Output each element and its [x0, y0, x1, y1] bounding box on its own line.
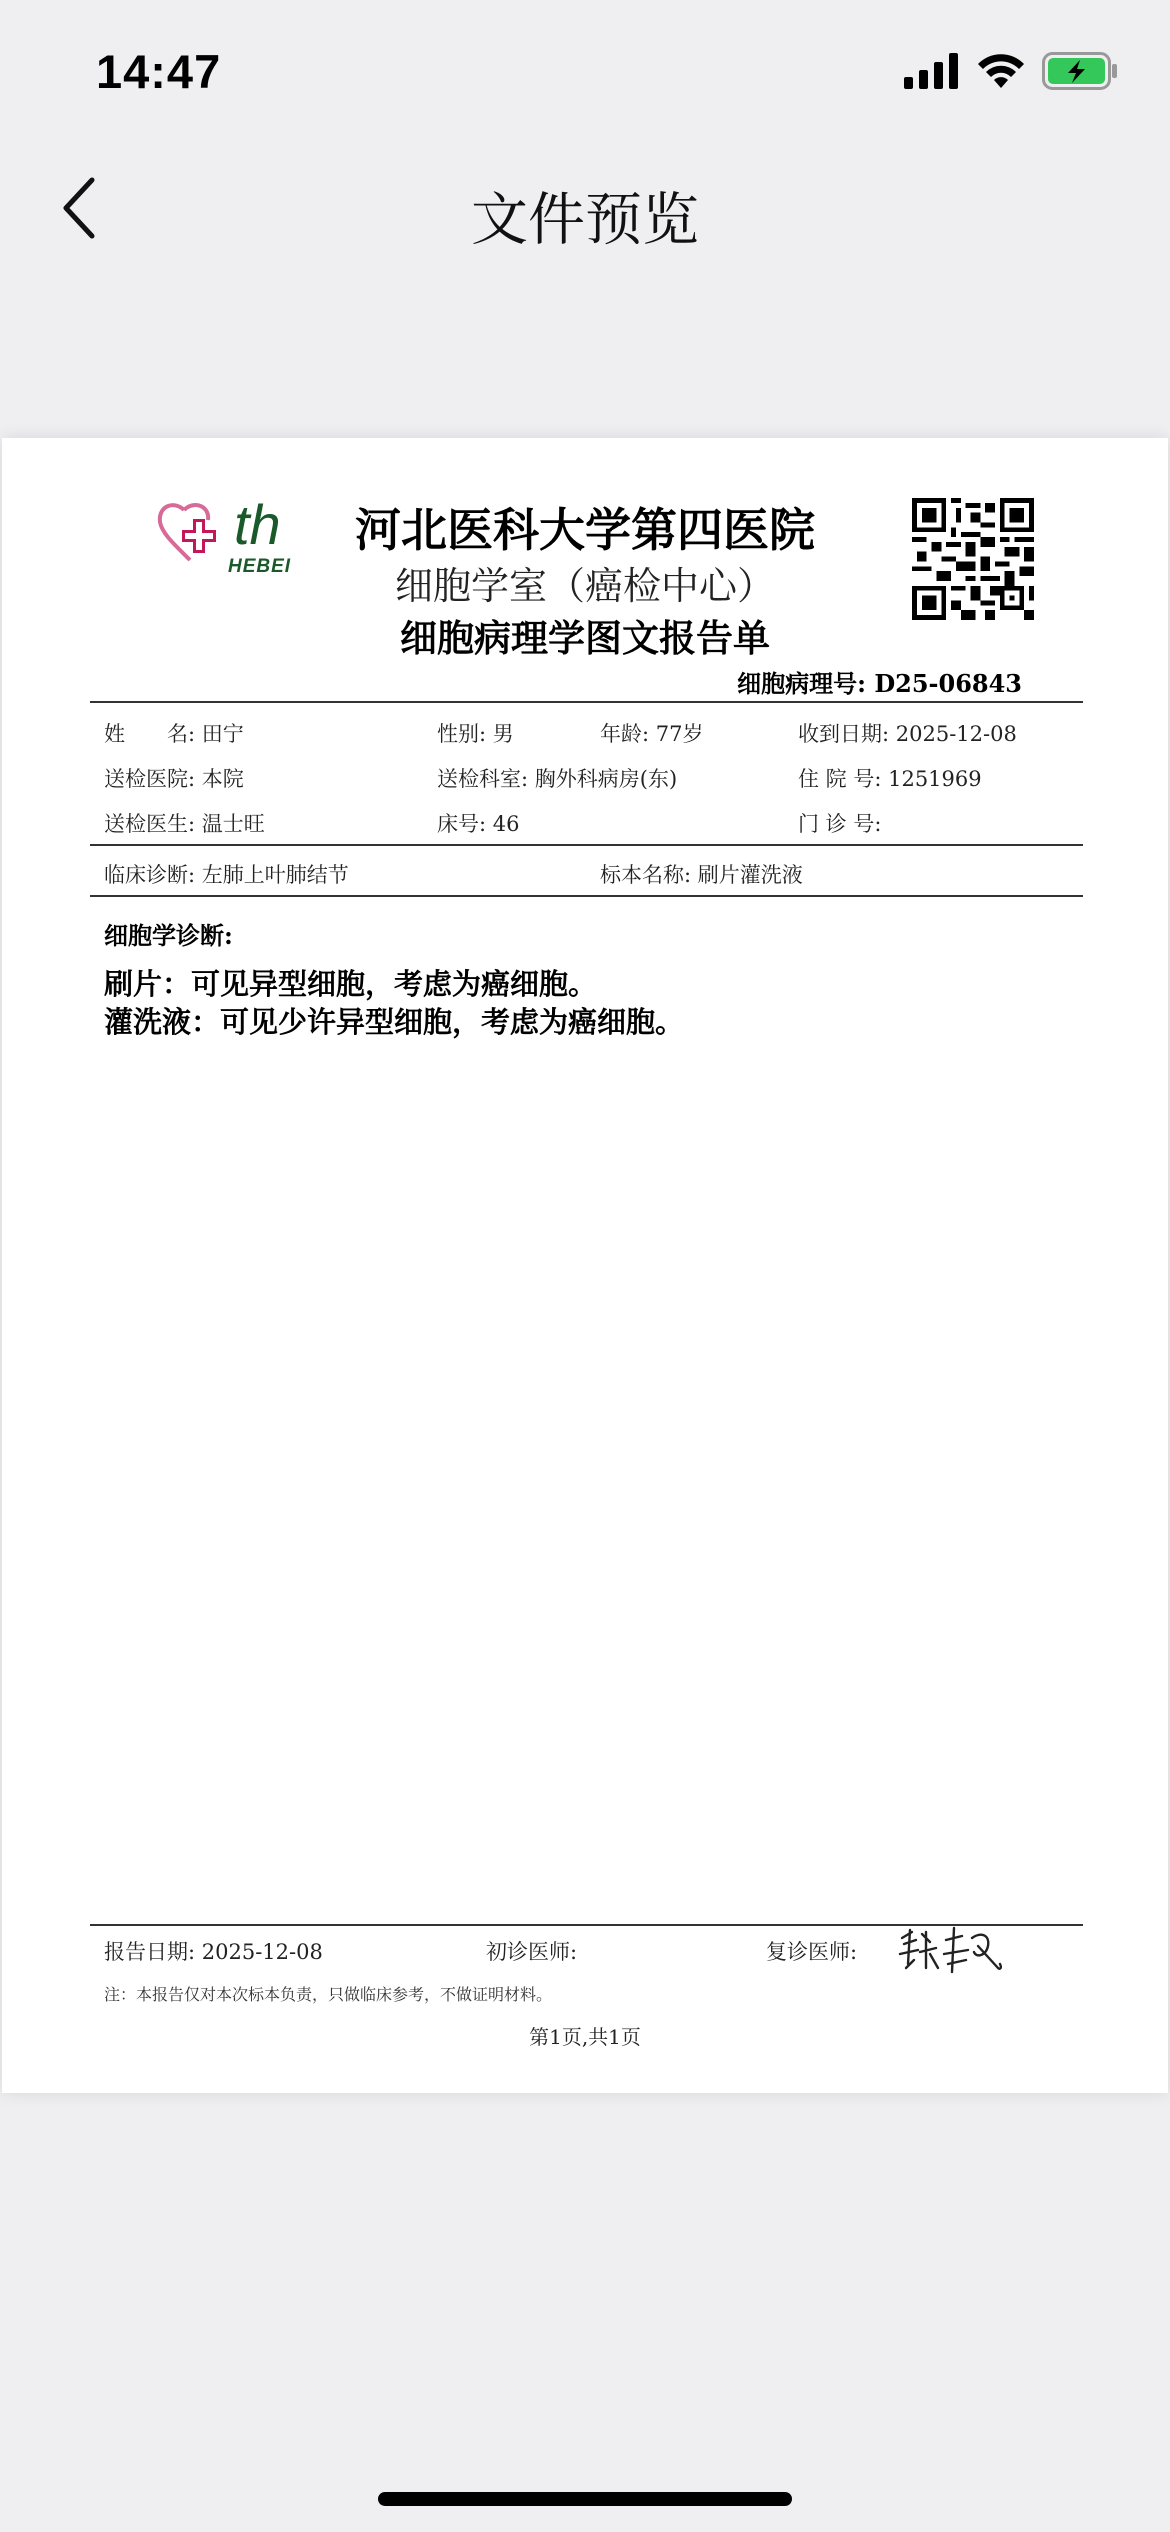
field-age: 年龄: 77岁 [600, 722, 704, 746]
report-date: 报告日期: 2025-12-08 [104, 1940, 323, 1964]
logo-text-hebei: HEBEI [228, 556, 292, 577]
hospital-name: 河北医科大学第四医院 [355, 503, 815, 557]
status-time: 14:47 [96, 45, 222, 98]
field-sending-doctor: 送检医生: 温士旺 [104, 812, 265, 836]
field-sending-hospital: 送检医院: 本院 [104, 767, 244, 791]
page-number: 第1页,共1页 [529, 2025, 641, 2049]
report-note: 注：本报告仅对本次标本负责，只做临床参考，不做证明材料。 [104, 1985, 553, 2004]
wifi-icon [976, 52, 1026, 90]
field-specimen-name: 标本名称: 刷片灌洗液 [600, 863, 803, 887]
logo-text-th: th [234, 493, 281, 556]
review-doctor: 复诊医师: [766, 1940, 858, 1964]
cellular-signal-icon [904, 53, 960, 89]
field-gender: 性别: 男 [437, 722, 514, 746]
battery-charging-icon [1042, 52, 1118, 90]
divider-top [90, 701, 1083, 703]
nav-bar [0, 150, 1170, 266]
field-name: 姓 名: 田宁 [104, 722, 244, 746]
signature-image [896, 1924, 1006, 1980]
home-indicator[interactable] [378, 2492, 792, 2506]
document-preview[interactable] [2, 438, 1168, 2093]
diagnosis-line: 刷片：可见异型细胞，考虑为癌细胞。 [104, 967, 598, 1001]
divider-middle [90, 844, 1083, 846]
field-received-date: 收到日期: 2025-12-08 [798, 722, 1017, 746]
diagnosis-heading: 细胞学诊断: [104, 921, 233, 950]
field-outpatient-number: 门 诊 号: [798, 812, 882, 836]
page-title: 文件预览 [471, 187, 699, 253]
department-name: 细胞学室（癌检中心） [394, 564, 775, 608]
initial-doctor: 初诊医师: [486, 1940, 578, 1964]
field-clinical-diagnosis: 临床诊断: 左肺上叶肺结节 [104, 863, 349, 887]
qr-code-icon [912, 498, 1034, 620]
status-bar [0, 0, 1170, 150]
status-icons [904, 52, 1118, 90]
divider-bottom [90, 895, 1083, 897]
field-sending-department: 送检科室: 胸外科病房(东) [437, 767, 678, 791]
report-title: 细胞病理学图文报告单 [400, 616, 770, 660]
field-inpatient-number: 住 院 号: 1251969 [798, 767, 982, 791]
field-bed-number: 床号: 46 [437, 812, 520, 836]
pathology-number: 细胞病理号: D25-06843 [737, 669, 1022, 698]
diagnosis-line: 灌洗液：可见少许异型细胞，考虑为癌细胞。 [104, 1005, 685, 1039]
